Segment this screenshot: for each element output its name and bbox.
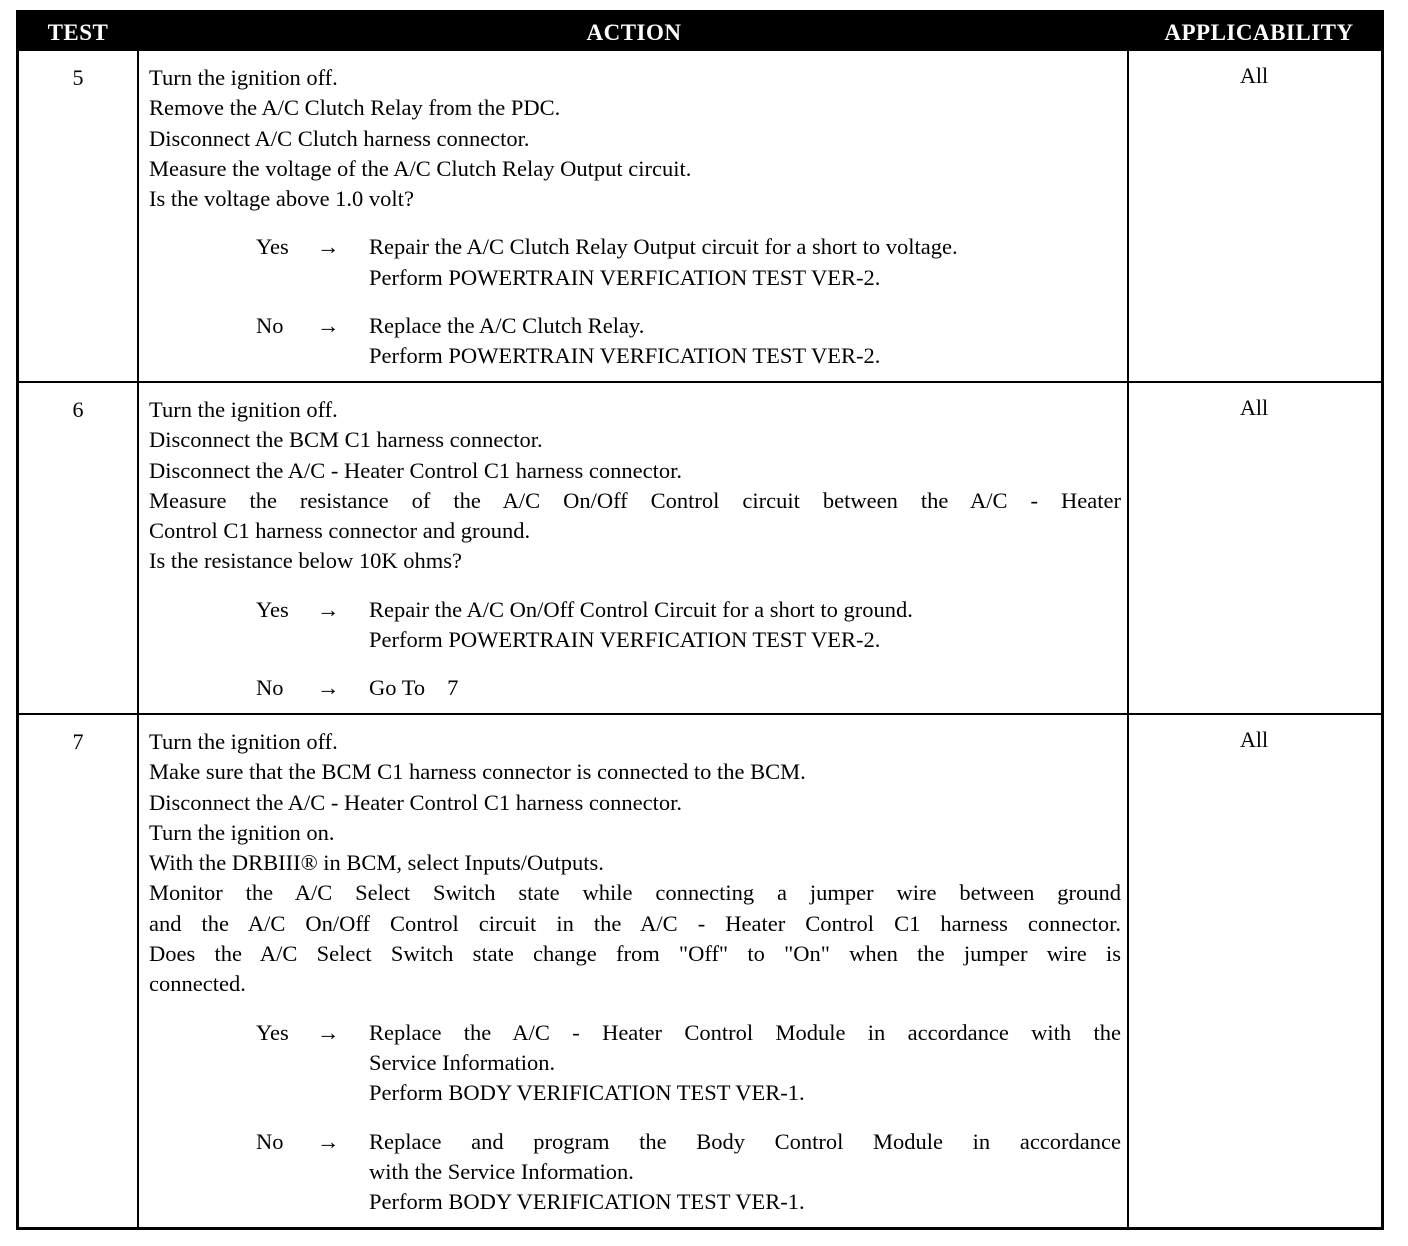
outcome-yes — [149, 232, 1121, 293]
action-question: Does the A/C Select Switch state change from "Off" to "On" when the jumper wire is — [149, 941, 1121, 967]
result-line: Replace and program the Body Control Module in accordance — [369, 1128, 1121, 1154]
goto-test-number: 7 — [447, 675, 459, 701]
action-question: Is the voltage above 1.0 volt? — [149, 186, 414, 212]
action-cell — [149, 395, 1121, 704]
action-step: Turn the ignition off. — [149, 65, 338, 90]
action-step: Disconnect the A/C - Heater Control C1 harness connector. — [149, 789, 682, 815]
arrow-right-icon: → — [317, 313, 340, 339]
action-question: connected. — [149, 971, 246, 997]
header-test: TEST — [47, 20, 109, 45]
outcome-no — [149, 673, 1121, 703]
result-line: Repair the A/C Clutch Relay Output circuit for a short to voltage. — [369, 234, 958, 260]
test-number: 5 — [72, 65, 84, 90]
outcome-yes — [149, 1018, 1121, 1109]
action-step: Disconnect the BCM C1 harness connector. — [149, 427, 543, 453]
applicability-value: All — [1239, 727, 1269, 752]
outcome-result — [369, 232, 1121, 293]
result-line: Repair the A/C On/Off Control Circuit for a short to ground. — [369, 596, 913, 622]
action-step: Turn the ignition on. — [149, 819, 335, 845]
outcome-label-yes: Yes — [256, 1019, 289, 1045]
result-line: Perform POWERTRAIN VERFICATION TEST VER-2. — [369, 343, 881, 369]
goto-text: Go To — [369, 675, 426, 701]
action-cell — [149, 727, 1121, 1217]
outcome-no — [149, 311, 1121, 372]
header-applicability: APPLICABILITY — [1164, 20, 1354, 45]
result-line: Perform BODY VERIFICATION TEST VER-1. — [369, 1080, 805, 1106]
diagnostic-test-table — [16, 10, 1384, 1230]
outcome-result — [369, 1127, 1121, 1218]
test-row-5 — [19, 51, 1381, 381]
action-step: Turn the ignition off. — [149, 729, 338, 754]
outcome-label-yes: Yes — [256, 234, 289, 260]
result-line: Perform BODY VERIFICATION TEST VER-1. — [369, 1189, 805, 1215]
action-step: Remove the A/C Clutch Relay from the PDC. — [149, 95, 561, 121]
applicability-value: All — [1239, 395, 1269, 420]
action-step: Disconnect the A/C - Heater Control C1 harness connector. — [149, 457, 682, 483]
arrow-right-icon: → — [317, 234, 340, 260]
action-step: Turn the ignition off. — [149, 397, 338, 422]
action-step: Disconnect A/C Clutch harness connector. — [149, 125, 530, 151]
test-row-7 — [19, 715, 1381, 1227]
action-step: With the DRBIII® in BCM, select Inputs/Outputs. — [149, 850, 604, 876]
result-line: Perform POWERTRAIN VERFICATION TEST VER-2. — [369, 627, 881, 653]
test-row-6 — [19, 383, 1381, 713]
header-action: ACTION — [586, 20, 682, 45]
result-line: Service Information. — [369, 1049, 556, 1075]
applicability-value: All — [1239, 63, 1269, 88]
outcome-label-no: No — [256, 313, 284, 339]
result-line: with the Service Information. — [369, 1158, 634, 1184]
outcome-result — [369, 311, 1121, 372]
action-step: Measure the resistance of the A/C On/Off Control circuit between the A/C - Heater — [149, 487, 1121, 513]
action-step: Make sure that the BCM C1 harness connector is connected to the BCM. — [149, 759, 806, 785]
outcome-no — [149, 1127, 1121, 1218]
arrow-right-icon: → — [317, 1128, 340, 1154]
arrow-right-icon: → — [317, 675, 340, 701]
result-line: Replace the A/C - Heater Control Module in accordance with the — [369, 1019, 1121, 1045]
test-number: 6 — [72, 397, 84, 422]
result-line: Replace the A/C Clutch Relay. — [369, 313, 645, 339]
outcome-label-no: No — [256, 675, 284, 701]
table-header — [19, 13, 1381, 51]
outcome-result — [369, 1018, 1121, 1109]
outcome-label-no: No — [256, 1128, 284, 1154]
outcome-yes — [149, 595, 1121, 656]
arrow-right-icon: → — [317, 1019, 340, 1045]
goto-line — [369, 673, 1121, 703]
action-step: and the A/C On/Off Control circuit in the A/C - Heater Control C1 harness connector. — [149, 910, 1121, 936]
action-cell — [149, 63, 1121, 372]
outcome-result — [369, 673, 1121, 703]
outcome-label-yes: Yes — [256, 596, 289, 622]
action-step: Measure the voltage of the A/C Clutch Relay Output circuit. — [149, 155, 692, 181]
action-step: Monitor the A/C Select Switch state while connecting a jumper wire between ground — [149, 880, 1121, 906]
outcome-result — [369, 595, 1121, 656]
action-step: Control C1 harness connector and ground. — [149, 518, 531, 544]
result-line: Perform POWERTRAIN VERFICATION TEST VER-2. — [369, 264, 881, 290]
arrow-right-icon: → — [317, 596, 340, 622]
action-question: Is the resistance below 10K ohms? — [149, 548, 463, 574]
test-number: 7 — [72, 729, 84, 754]
